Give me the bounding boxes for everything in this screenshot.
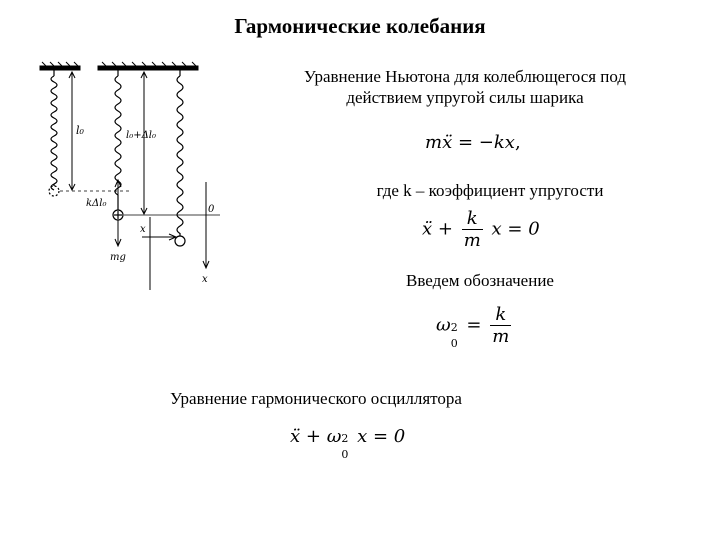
l0-dimension (69, 72, 75, 190)
l0dl-label: l₀+Δl₀ (126, 130, 157, 141)
osc-sub: 0 (341, 448, 349, 461)
fraction-omega (490, 304, 511, 347)
fraction-k-over-m (462, 208, 483, 251)
newton-lhs: mẍ (425, 132, 453, 153)
osc-left: ẍ + (290, 426, 321, 447)
spring-unstretched (49, 70, 59, 196)
x-axis-label: x (202, 274, 208, 285)
ceiling-support (40, 62, 198, 70)
equation-omega (436, 304, 514, 350)
newton-heading: Уравнение Ньютона для колеблющегося под действием упругой силы шарика (303, 67, 627, 107)
newton-eq: = (457, 132, 474, 153)
fraction-den: m (463, 230, 481, 251)
omega-eq: = (466, 314, 482, 336)
mg-label: mg (110, 252, 126, 263)
fraction-num: k (466, 208, 478, 229)
x-axis (203, 182, 209, 268)
osc-sup: 2 (341, 432, 349, 445)
spring-stretched (175, 70, 185, 246)
omega-sub: 0 (450, 336, 458, 350)
equation-reduced (422, 208, 540, 251)
coefficient-text: где k – коэффициент упругости (376, 181, 604, 200)
l0dl-dimension (141, 72, 147, 214)
omega-sup: 2 (450, 320, 458, 334)
osc-omega: ω (326, 426, 342, 447)
reduced-right: x = 0 (491, 218, 540, 240)
newton-rhs: −kx (478, 132, 515, 153)
spring-diagram (30, 60, 230, 290)
newton-punct: , (514, 132, 521, 153)
kdl-label: kΔl₀ (86, 198, 107, 209)
l0-label: l₀ (76, 124, 84, 137)
oscillator-heading: Уравнение гармонического осциллятора (170, 389, 462, 408)
osc-right: x = 0 (357, 426, 406, 447)
reduced-left: ẍ + (422, 218, 453, 240)
slide-title: Гармонические колебания (234, 14, 486, 38)
zero-label: 0 (208, 204, 215, 215)
omega-frac-num: k (495, 304, 507, 325)
notation-text: Введем обозначение (406, 271, 554, 290)
omega-symbol: ω (436, 314, 451, 336)
equation-oscillator (290, 426, 406, 461)
equation-newton (425, 132, 521, 153)
x-dim-label: x (140, 224, 146, 235)
omega-frac-den: m (492, 326, 510, 347)
